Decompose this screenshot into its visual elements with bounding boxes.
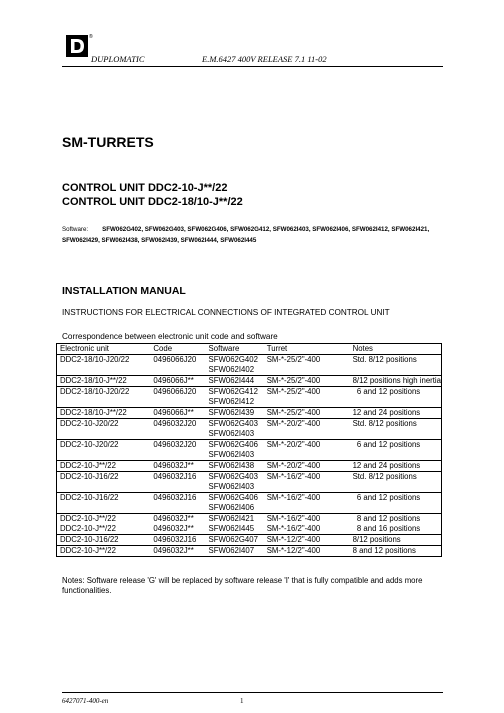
cell-software: [206, 535, 264, 546]
page-number: 1: [240, 697, 244, 705]
document-code: 6427071-400-en: [62, 697, 109, 705]
table-row: [57, 493, 442, 514]
table-row: [57, 461, 442, 472]
table-row: [57, 387, 442, 408]
cell-turret: SM-*-25/2"-400: [264, 376, 350, 387]
software-code: SFW062I403: [208, 429, 255, 438]
duplomatic-logo: [66, 35, 88, 57]
cell-electronic-unit: DDC2-10-J**/22: [57, 461, 151, 472]
software-codes: SFW062G402, SFW062G403, SFW062G406, SFW062G412, SFW062I403, SFW062I406, SFW062I412, SFW062I421, SFW062I429, SFW062I438, SFW062I439, SFW062I444, SFW062I445: [62, 226, 430, 244]
control-unit-2: CONTROL UNIT DDC2-18/10-J**/22: [62, 196, 243, 208]
software-code: SFW062I412: [208, 397, 255, 406]
software-code: SFW062G402: [208, 355, 258, 364]
cell-turret: SM-*-20/2"-400: [264, 419, 350, 440]
cell-notes: 12 and 24 positions: [350, 408, 442, 419]
cell-turret: SM-*-25/2"-400: [264, 408, 350, 419]
table-row: [57, 546, 442, 557]
software-code: SFW062I406: [208, 503, 255, 512]
company-name: DUPLOMATIC: [91, 54, 145, 64]
cell-code: 0496032J20: [150, 419, 205, 440]
software-code: SFW062I402: [208, 365, 255, 374]
table-row: [57, 355, 442, 376]
cell-notes: 6 and 12 positions: [350, 493, 442, 514]
header-code: Code: [150, 344, 205, 355]
header-notes: Notes: [350, 344, 442, 355]
cell-turret: SM-*-16/2"-400: [266, 524, 321, 533]
cell-electronic-unit: DDC2-18/10-J20/22: [60, 355, 130, 364]
software-code: SFW062G407: [208, 535, 258, 544]
cell-code: 0496032J16: [150, 472, 205, 493]
software-label: Software:: [62, 226, 89, 233]
cell-notes: 12 and 24 positions: [350, 461, 442, 472]
cell-code: 0496032J**: [150, 514, 205, 525]
control-unit-1: CONTROL UNIT DDC2-10-J**/22: [62, 182, 228, 194]
software-code: SFW062I445: [208, 524, 255, 533]
software-code: SFW062I403: [208, 450, 255, 459]
cell-software: [206, 440, 264, 461]
software-code: SFW062G406: [208, 493, 258, 502]
software-code: SFW062I421: [208, 514, 255, 523]
cell-notes: 8 and 12 positions: [350, 546, 442, 557]
cell-turret: SM-*-12/2"-400: [264, 535, 350, 546]
software-code: SFW062I407: [208, 546, 255, 555]
notes-text: Notes: Software release 'G' will be replaced by software release 'I' that is fully compatible and adds more functionalities.: [62, 576, 423, 595]
cell-electronic-unit: DDC2-10-J20/22: [57, 419, 151, 440]
cell-software: [206, 524, 264, 535]
cell-notes: 8/12 positions: [350, 535, 442, 546]
footer-rule: [62, 692, 443, 693]
cell-software: [206, 408, 264, 419]
cell-software: [206, 493, 264, 514]
table-row: [57, 535, 442, 546]
cell-software: [206, 546, 264, 557]
cell-turret: SM-*-25/2"-400: [266, 355, 321, 364]
cell-code: 0496032J16: [150, 493, 205, 514]
table-body: [57, 355, 442, 557]
cell-notes: Std. 8/12 positions: [352, 355, 417, 364]
cell-software: [206, 419, 264, 440]
cell-code: 0496032J**: [153, 524, 194, 533]
software-list: [62, 224, 442, 246]
table-row: [57, 376, 442, 387]
table-row: [57, 524, 442, 535]
cell-code: 0496032J**: [150, 461, 205, 472]
table-row: [57, 419, 442, 440]
table-row: [57, 440, 442, 461]
cell-electronic-unit: DDC2-10-J**/22: [60, 524, 116, 533]
cell-turret: SM-*-16/2"-400: [264, 493, 350, 514]
cell-notes: Std. 8/12 positions: [350, 419, 442, 440]
cell-code: 0496066J**: [150, 408, 205, 419]
cell-code: 0496032J20: [150, 440, 205, 461]
software-code: SFW062G403: [208, 472, 258, 481]
software-code: SFW062I403: [208, 482, 255, 491]
table-header-row: [57, 344, 442, 355]
page-title: SM-TURRETS: [62, 134, 154, 150]
cell-electronic-unit: DDC2-18/10-J**/22: [57, 408, 151, 419]
release-info: E.M.6427 400V RELEASE 7.1 11-02: [202, 54, 327, 64]
cell-notes: 8 and 16 positions: [352, 524, 421, 533]
instructions-text: INSTRUCTIONS FOR ELECTRICAL CONNECTIONS OF INTEGRATED CONTROL UNIT: [62, 308, 390, 317]
cell-software: [206, 387, 264, 408]
cell-turret: SM-*-20/2"-400: [264, 461, 350, 472]
cell-code: 0496066J20: [150, 387, 205, 408]
table-row: [57, 408, 442, 419]
cell-code: 0496032J**: [150, 546, 205, 557]
software-code: SFW062I444: [208, 376, 255, 385]
cell-electronic-unit: DDC2-18/10-J**/22: [57, 376, 151, 387]
cell-notes: 8 and 12 positions: [350, 514, 442, 525]
cell-notes: Std. 8/12 positions: [350, 472, 442, 493]
cell-software: [206, 461, 264, 472]
table-row: [57, 472, 442, 493]
cell-electronic-unit: DDC2-10-J16/22: [57, 472, 151, 493]
cell-code: 0496066J**: [150, 376, 205, 387]
cell-turret: SM-*-16/2"-400: [264, 472, 350, 493]
correspondence-table: [56, 343, 442, 557]
registered-mark: ®: [89, 34, 93, 40]
cell-electronic-unit: DDC2-10-J**/22: [57, 514, 151, 525]
cell-electronic-unit: DDC2-10-J20/22: [57, 440, 151, 461]
cell-code: 0496066J20: [153, 355, 197, 364]
cell-software: [206, 355, 264, 376]
software-code: SFW062G406: [208, 440, 258, 449]
cell-turret: SM-*-20/2"-400: [264, 440, 350, 461]
cell-software: [206, 472, 264, 493]
header-rule: [62, 66, 443, 67]
cell-electronic-unit: DDC2-10-J16/22: [57, 535, 151, 546]
cell-code: 0496032J16: [150, 535, 205, 546]
software-code: SFW062G412: [208, 387, 258, 396]
table-row: [57, 514, 442, 525]
cell-notes: 8/12 positions high inertia: [350, 376, 442, 387]
software-code: SFW062G403: [208, 419, 258, 428]
cell-electronic-unit: DDC2-10-J**/22: [57, 546, 151, 557]
cell-notes: 6 and 12 positions: [350, 387, 442, 408]
cell-electronic-unit: DDC2-10-J16/22: [57, 493, 151, 514]
header-software: Software: [206, 344, 264, 355]
cell-turret: SM-*-12/2"-400: [264, 546, 350, 557]
cell-software: [206, 376, 264, 387]
table-caption: Correspondence between electronic unit code and software: [62, 332, 278, 341]
cell-electronic-unit: DDC2-18/10-J20/22: [57, 387, 151, 408]
manual-heading: INSTALLATION MANUAL: [62, 285, 186, 297]
header-turret: Turret: [264, 344, 350, 355]
cell-notes: 6 and 12 positions: [350, 440, 442, 461]
software-code: SFW062I439: [208, 408, 255, 417]
cell-turret: SM-*-16/2"-400: [264, 514, 350, 525]
header-electronic-unit: Electronic unit: [57, 344, 151, 355]
cell-software: [206, 514, 264, 525]
cell-turret: SM-*-25/2"-400: [264, 387, 350, 408]
software-code: SFW062I438: [208, 461, 255, 470]
